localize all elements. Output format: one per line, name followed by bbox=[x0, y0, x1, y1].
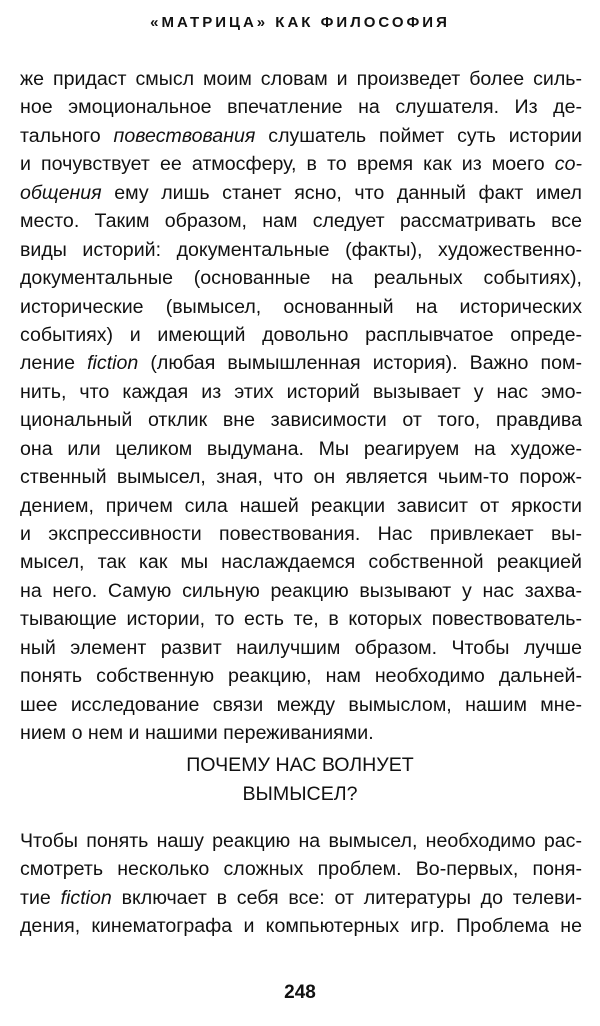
text-line: виды историй: документальные (факты), художественно- bbox=[20, 238, 582, 261]
text-line: шее исследование связи между вымыслом, нашим мне- bbox=[20, 693, 582, 716]
text-line: нить, что каждая из этих историй вызывает у нас эмо- bbox=[20, 380, 582, 403]
italic-term: fiction bbox=[87, 352, 139, 375]
text-line: понять собственную реакцию, нам необходимо дальней- bbox=[20, 665, 582, 688]
text-line: ный элемент развит наилучшим образом. Чтобы лучше bbox=[20, 636, 582, 659]
italic-term: повествования bbox=[113, 124, 256, 147]
text-line: смотреть несколько сложных проблем. Во-первых, поня- bbox=[20, 858, 582, 881]
text-line: и экспрессивности повествования. Нас привлекает вы- bbox=[20, 523, 582, 545]
text-line: дением, причем сила нашей реакции зависит от яркости bbox=[20, 494, 582, 517]
text-line: и почувствует ее атмосферу, в то время как из моего со- bbox=[20, 153, 582, 176]
running-head: «МАТРИЦА» КАК ФИЛОСОФИЯ bbox=[150, 14, 450, 31]
section-heading-line-2: ВЫМЫСЕЛ? bbox=[242, 783, 358, 805]
text-line: ление fiction (любая вымышленная история). Важно пом- bbox=[20, 352, 582, 375]
text-line: исторические (вымысел, основанный на исторических bbox=[20, 295, 582, 318]
section-heading bbox=[0, 751, 600, 809]
text-line: нием о нем и нашими переживаниями. bbox=[20, 722, 374, 745]
page-number: 248 bbox=[284, 982, 316, 1003]
text-line: ственный вымысел, зная, что он является чьим-то порож- bbox=[20, 466, 582, 489]
text-line: на него. Самую сильную реакцию вызывают у нас захва- bbox=[20, 579, 582, 602]
section-heading-line-1: ПОЧЕМУ НАС ВОЛНУЕТ bbox=[186, 754, 414, 776]
italic-term: fiction bbox=[60, 886, 112, 909]
text-line: мысел, так как мы наслаждаемся собственной реакцией bbox=[20, 551, 582, 574]
paragraph-1 bbox=[20, 65, 582, 748]
text-line: тального повествования слушатель поймет суть истории bbox=[20, 124, 582, 147]
text-line: событиях) и имеющий довольно расплывчатое опреде- bbox=[20, 323, 582, 346]
text-line: Чтобы понять нашу реакцию на вымысел, необходимо рас- bbox=[20, 830, 582, 852]
text-line: ное эмоциональное впечатление на слушателя. Из де- bbox=[20, 96, 582, 119]
text-line: циональный отклик вне зависимости от того, правдива bbox=[20, 409, 582, 432]
text-line: место. Таким образом, нам следует рассматривать все bbox=[20, 210, 582, 233]
text-line: тие fiction включает в себя все: от литературы до телеви- bbox=[20, 886, 582, 909]
paragraph-2 bbox=[20, 827, 582, 941]
text-line: она или целиком выдумана. Мы реагируем на художе- bbox=[20, 437, 582, 460]
text-line: тывающие истории, то есть те, в которых повествователь- bbox=[20, 608, 582, 631]
text-line: общения ему лишь станет ясно, что данный факт имел bbox=[20, 181, 582, 204]
text-line: дения, кинематографа и компьютерных игр. Проблема не bbox=[20, 915, 582, 938]
italic-term: общения bbox=[20, 181, 102, 204]
text-line: же придаст смысл моим словам и произведет более силь- bbox=[20, 68, 582, 90]
text-line: документальные (основанные на реальных событиях), bbox=[20, 267, 582, 290]
italic-term: со- bbox=[554, 153, 582, 176]
